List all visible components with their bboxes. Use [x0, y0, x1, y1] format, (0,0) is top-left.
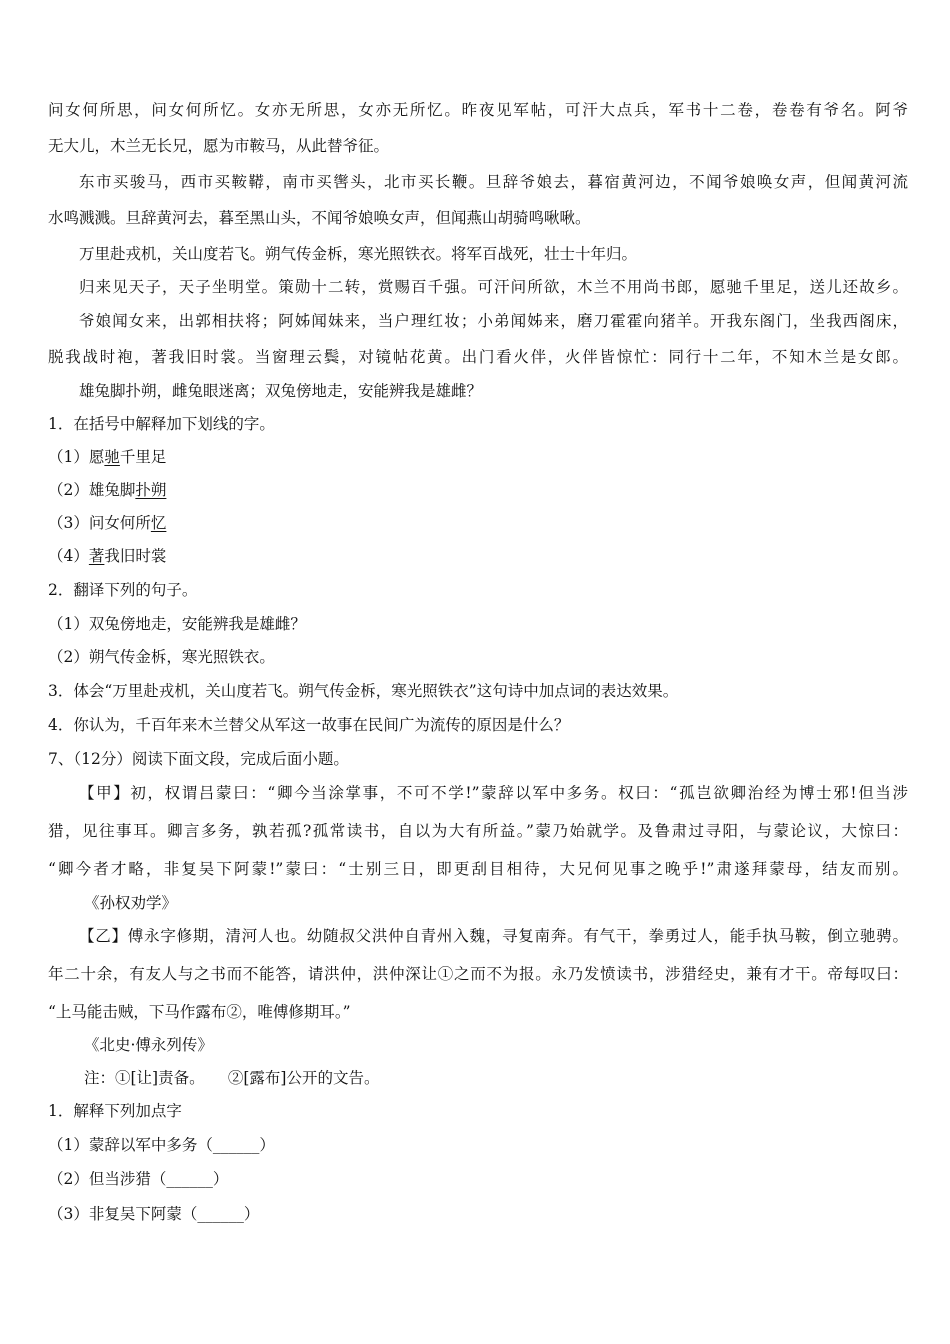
q1-item-3-underlined: 忆 — [150, 514, 167, 532]
q1-item-4-pre: （4） — [48, 547, 89, 565]
jia-line3: “卿今者才略，非复吴下阿蒙!”蒙曰：“士别三日，即更刮目相待，大兄何见事之晚乎!”肃遂拜蒙母，结友而别。 — [48, 860, 908, 878]
poem-p2-line2: 水鸣溅溅。旦辞黄河去，暮至黑山头，不闻爷娘唤女声，但闻燕山胡骑鸣啾啾。 — [48, 209, 591, 227]
q3: 3．体会“万里赴戎机，关山度若飞。朔气传金柝，寒光照铁衣”这句诗中加点词的表达效果。 — [48, 682, 679, 700]
q1-item-2-underlined: 扑朔 — [135, 481, 167, 499]
q1-item-4 — [48, 540, 166, 573]
jia-line2: 猎，见往事耳。卿言多务，孰若孤?孤常读书，自以为大有所益。”蒙乃始就学。及鲁肃过寻阳，与蒙论议，大惊曰： — [48, 822, 908, 840]
poem-p1-line2: 无大儿，木兰无长兄，愿为市鞍马，从此替爷征。 — [48, 137, 390, 155]
q1-item-3-pre: （3）问女何所 — [48, 514, 151, 532]
q1-item-3 — [48, 507, 166, 540]
q2-title: 2．翻译下列的句子。 — [48, 581, 198, 599]
poem-p6: 雄兔脚扑朔，雌兔眼迷离；双兔傍地走，安能辨我是雄雌？ — [79, 382, 483, 400]
poem-p2-line1: 东市买骏马，西市买鞍鞯，南市买辔头，北市买长鞭。旦辞爷娘去，暮宿黄河边，不闻爷娘唤女声，但闻黄河流 — [79, 173, 908, 191]
jia-source: 《孙权劝学》 — [84, 894, 178, 912]
q1-title: 1．在括号中解释加下划线的字。 — [48, 415, 275, 433]
s7-q1-item-2: （2）但当涉猎（______） — [48, 1170, 229, 1188]
yi-source: 《北史·傅永列传》 — [84, 1036, 213, 1054]
q1-item-1-underlined: 驰 — [104, 448, 120, 466]
poem-p5-line1: 爷娘闻女来，出郭相扶将；阿姊闻妹来，当户理红妆；小弟闻姊来，磨刀霍霍向猪羊。开我东阁门，坐我西阁床， — [79, 312, 908, 330]
poem-p1-line1: 问女何所思，问女何所忆。女亦无所思，女亦无所忆。昨夜见军帖，可汗大点兵，军书十二卷，卷卷有爷名。阿爷 — [48, 101, 908, 119]
yi-line1: 【乙】傅永字修期，清河人也。幼随叔父洪仲自青州入魏，寻复南奔。有气干，拳勇过人，能手执马鞍，倒立驰骋。 — [79, 927, 908, 945]
s7-q1-item-1: （1）蒙辞以军中多务（______） — [48, 1136, 275, 1154]
s7-q1-title: 1．解释下列加点字 — [48, 1102, 182, 1120]
poem-p5-line2: 脱我战时袍，著我旧时裳。当窗理云鬓，对镜帖花黄。出门看火伴，火伴皆惊忙：同行十二年，不知木兰是女郎。 — [48, 348, 908, 366]
q1-item-1-post: 千里足 — [119, 448, 167, 466]
q1-item-4-underlined: 著 — [88, 547, 105, 565]
q1-item-1 — [48, 441, 166, 474]
q1-item-2 — [48, 474, 166, 507]
q2-item-1: （1）双兔傍地走，安能辨我是雄雌？ — [48, 615, 306, 633]
yi-line2: 年二十余，有友人与之书而不能答，请洪仲，洪仲深让①之而不为报。永乃发愤读书，涉猎经史，兼有才干。帝每叹曰： — [48, 965, 908, 983]
yi-line3: “上马能击贼，下马作露布②，唯傅修期耳。” — [48, 1003, 351, 1021]
jia-line1: 【甲】初，权谓吕蒙曰：“卿今当涂掌事，不可不学!”蒙辞以军中多务。权曰：“孤岂欲卿治经为博士邪!但当涉 — [79, 784, 908, 802]
notes: 注：①[让]责备。 ②[露布]公开的文告。 — [84, 1069, 380, 1087]
poem-p4: 归来见天子，天子坐明堂。策勋十二转，赏赐百千强。可汗问所欲，木兰不用尚书郎，愿驰千里足，送儿还故乡。 — [79, 278, 908, 296]
q1-item-4-post: 我旧时裳 — [104, 547, 167, 565]
q4: 4．你认为，千百年来木兰替父从军这一故事在民间广为流传的原因是什么？ — [48, 716, 570, 734]
q2-item-2: （2）朔气传金柝，寒光照铁衣。 — [48, 648, 275, 666]
poem-p3: 万里赴戎机，关山度若飞。朔气传金柝，寒光照铁衣。将军百战死，壮士十年归。 — [79, 245, 638, 263]
section-7-header: 7、（12分）阅读下面文段，完成后面小题。 — [48, 750, 349, 768]
s7-q1-item-3: （3）非复吴下阿蒙（______） — [48, 1205, 260, 1223]
q1-item-1-pre: （1）愿 — [48, 448, 105, 466]
q1-item-2-pre: （2）雄兔脚 — [48, 481, 136, 499]
